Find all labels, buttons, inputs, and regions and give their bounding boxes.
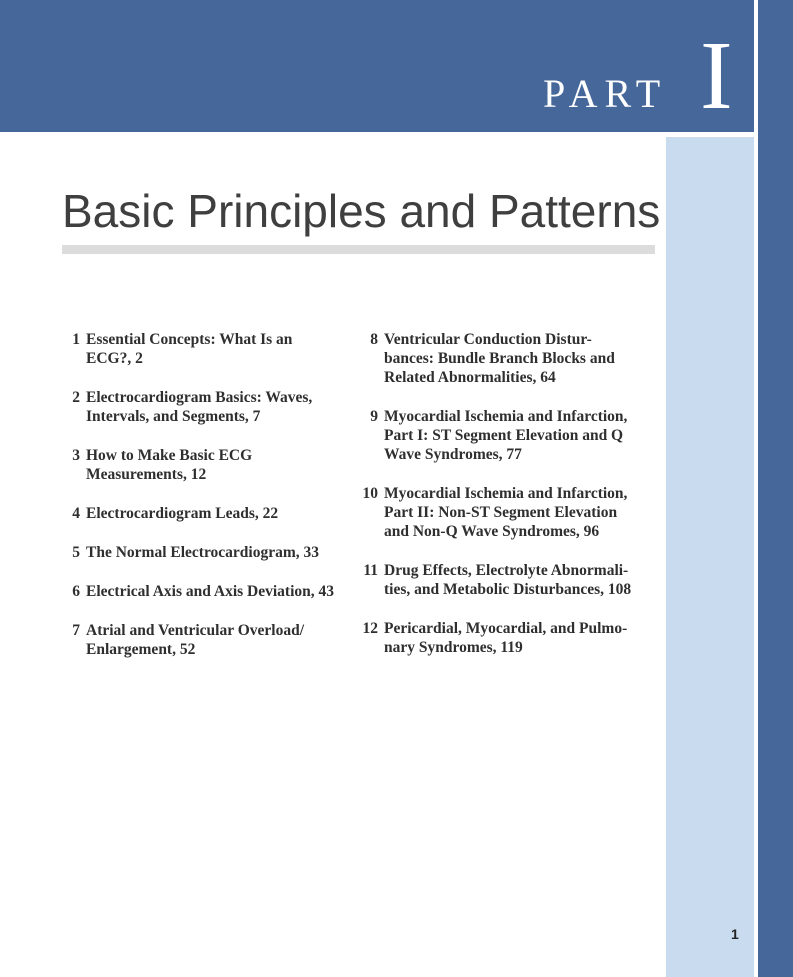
side-panel <box>666 137 754 977</box>
chapter-number: 10 <box>362 485 378 502</box>
chapter-title: The Normal Electrocardiogram, 33 <box>86 544 320 561</box>
chapter-title: Atrial and Ventricular Overload/ Enlargement, 52 <box>86 622 305 658</box>
chapter-number: 8 <box>370 331 378 348</box>
chapter-number: 6 <box>72 583 80 600</box>
toc-entry <box>356 407 656 464</box>
chapter-number: 3 <box>72 447 80 464</box>
chapter-number: 2 <box>72 389 80 406</box>
chapter-number: 1 <box>72 331 80 348</box>
toc-right-column <box>356 330 656 676</box>
toc-entry <box>356 484 656 541</box>
chapter-number: 9 <box>370 408 378 425</box>
page-number: 1 <box>731 926 739 942</box>
chapter-title: Myocardial Ischemia and Infarction, Part II: Non-ST Segment Elevation and Non-Q Wave Syndromes, 96 <box>384 485 628 540</box>
chapter-title: Electrocardiogram Basics: Waves, Intervals, and Segments, 7 <box>86 389 313 425</box>
toc-entry <box>58 543 348 562</box>
page-title: Basic Principles and Patterns <box>62 185 661 237</box>
chapter-title: Ventricular Conduction Distur- bances: Bundle Branch Blocks and Related Abnormalities, 64 <box>384 331 615 386</box>
part-label: PART <box>543 71 668 116</box>
right-edge-band <box>758 0 793 977</box>
chapter-title: Drug Effects, Electrolyte Abnormali- ties, and Metabolic Disturbances, 108 <box>384 562 632 598</box>
toc-entry <box>58 330 348 368</box>
chapter-number: 5 <box>72 544 80 561</box>
toc-entry <box>356 330 656 387</box>
toc-entry <box>58 621 348 659</box>
toc-entry <box>356 619 656 657</box>
chapter-title: Electrocardiogram Leads, 22 <box>86 505 279 522</box>
toc-entry <box>58 504 348 523</box>
toc-entry <box>356 561 656 599</box>
chapter-title: Myocardial Ischemia and Infarction, Part I: ST Segment Elevation and Q Wave Syndromes, 77 <box>384 408 628 463</box>
chapter-title: Pericardial, Myocardial, and Pulmo- nary Syndromes, 119 <box>384 620 628 656</box>
chapter-number: 7 <box>72 622 80 639</box>
toc-left-column <box>58 330 348 678</box>
chapter-title: Electrical Axis and Axis Deviation, 43 <box>86 583 334 600</box>
chapter-number: 11 <box>363 562 378 579</box>
toc-entry <box>58 388 348 426</box>
toc-entry <box>58 446 348 484</box>
toc-entry <box>58 582 348 601</box>
chapter-title: Essential Concepts: What Is an ECG?, 2 <box>86 331 293 367</box>
chapter-title: How to Make Basic ECG Measurements, 12 <box>86 447 253 483</box>
part-numeral: I <box>700 22 733 130</box>
title-underline <box>62 245 655 254</box>
chapter-number: 12 <box>362 620 378 637</box>
chapter-number: 4 <box>72 505 80 522</box>
